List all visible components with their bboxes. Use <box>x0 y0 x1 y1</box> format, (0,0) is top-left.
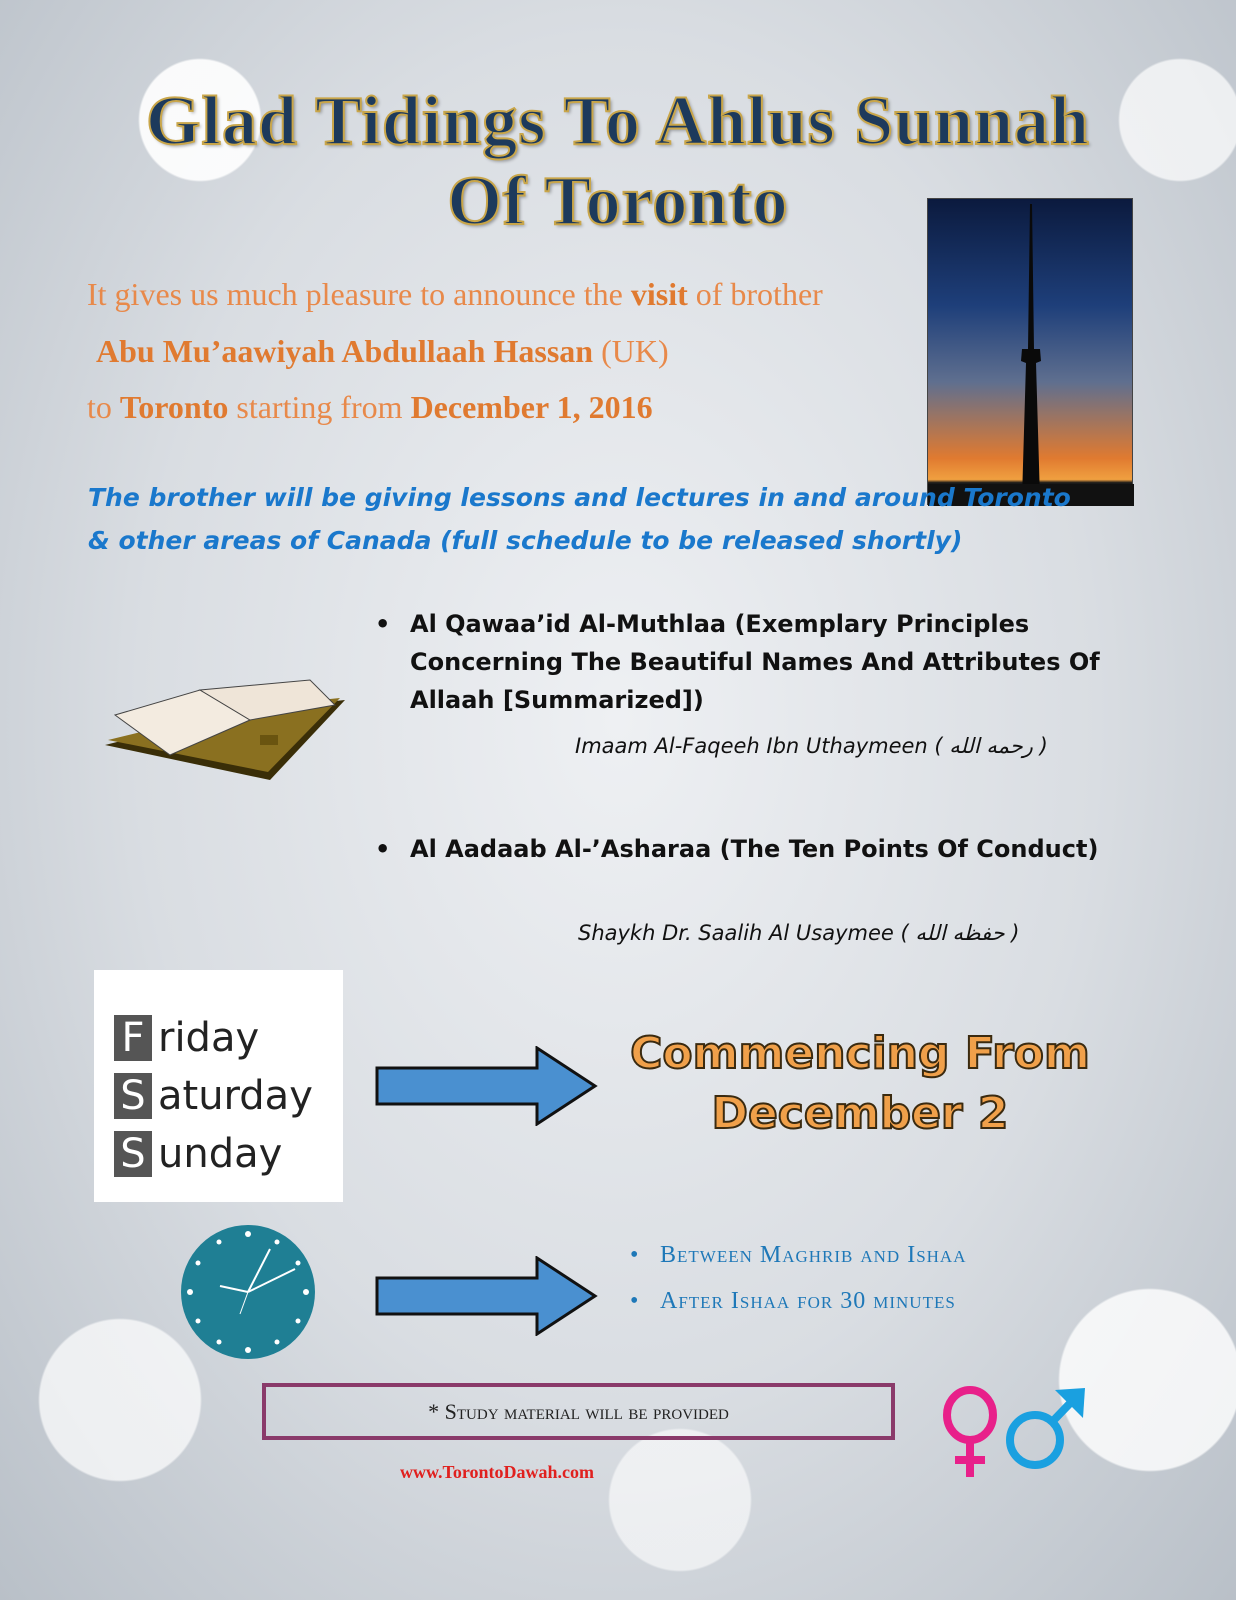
time-item-1: • Between Maghrib and Ishaa <box>660 1242 966 1269</box>
cn-tower-photo <box>927 198 1133 505</box>
commencing-line-1: Commencing From <box>630 1028 1090 1079</box>
website-link[interactable]: www.TorontoDawah.com <box>400 1462 595 1482</box>
lesson-1-author: Imaam Al-Faqeeh Ibn Uthaymeen ( رحمه الله ) <box>575 734 1048 758</box>
arrow-right-icon-2 <box>375 1256 600 1336</box>
intro-line-3: to Toronto starting from December 1, 2016 <box>87 389 653 425</box>
time-item-2: • After Ishaa for 30 minutes <box>660 1288 956 1315</box>
lesson-2-title: • Al Aadaab Al-’Asharaa (The Ten Points Of Conduct) <box>375 830 1105 868</box>
study-material-note: * Study material will be provided <box>262 1383 895 1440</box>
intro-line-1: It gives us much pleasure to announce the visit of brother <box>87 276 823 312</box>
description: The brother will be giving lessons and lectures in and around Toronto & other areas of Canada (full schedule to be released shortly) <box>88 483 1071 555</box>
title-line-1: Glad Tidings To Ahlus Sunnah <box>146 83 1090 160</box>
commencing-line-2: December 2 <box>711 1088 1009 1139</box>
intro-line-2: Abu Mu’aawiyah Abdullaah Hassan (UK) <box>96 333 669 369</box>
days-graphic: F riday S aturday S unday <box>94 970 343 1202</box>
title-line-2: Of Toronto <box>447 163 789 240</box>
arrow-right-icon <box>375 1046 600 1126</box>
gender-symbols-icon <box>940 1385 1090 1480</box>
lesson-1-title: • Al Qawaa’id Al-Muthlaa (Exemplary Principles Concerning The Beautiful Names And Attributes Of Allaah [Summarized]) <box>375 605 1105 719</box>
lesson-2-author: Shaykh Dr. Saalih Al Usaymee ( حفظه الله ) <box>578 921 1020 945</box>
clock-icon <box>180 1224 316 1360</box>
book-icon <box>100 670 350 800</box>
